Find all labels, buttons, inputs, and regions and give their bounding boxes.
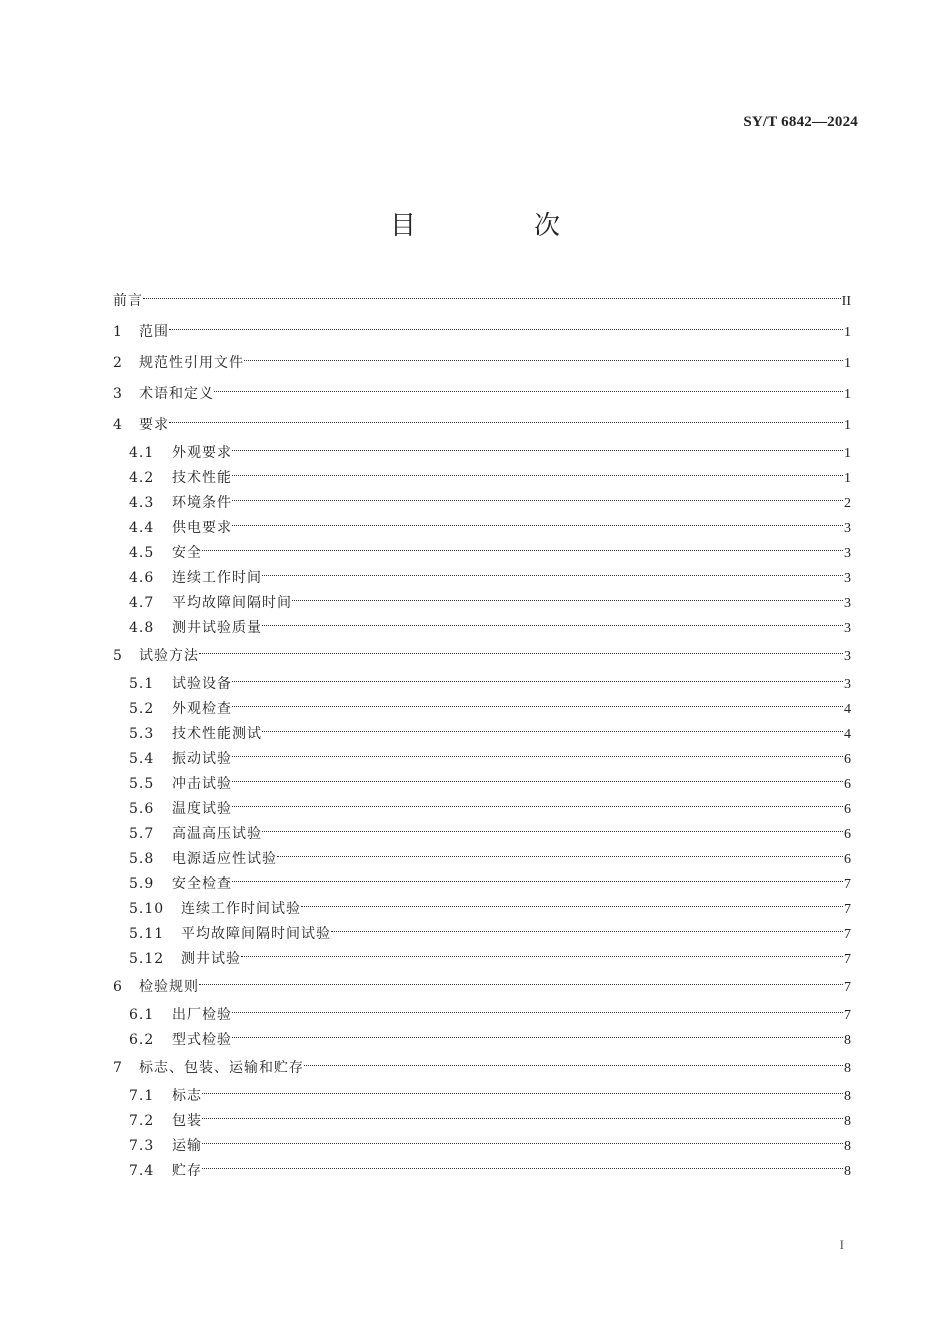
toc-entry-number: 4.2 [129, 470, 155, 486]
toc-entry[interactable] [113, 516, 851, 541]
toc-entry[interactable] [113, 1003, 851, 1028]
toc-entry-title: 测井试验 [181, 951, 241, 967]
toc-entry[interactable] [113, 897, 851, 922]
toc-entry[interactable] [113, 1084, 851, 1109]
page-number: I [839, 1237, 844, 1252]
dot-leader [232, 500, 843, 501]
dot-leader [277, 856, 843, 857]
toc-entry-title: 技术性能 [172, 470, 232, 486]
toc-entry[interactable] [113, 972, 851, 1003]
toc-entry-title: 环境条件 [172, 495, 232, 511]
dot-leader [331, 931, 843, 932]
toc-entry-page: 6 [844, 852, 851, 867]
toc-entry-number: 3 [113, 386, 122, 402]
toc-entry-number: 7.3 [129, 1138, 155, 1154]
toc-entry-page: 3 [844, 571, 851, 586]
toc-entry-page: 1 [844, 356, 851, 371]
dot-leader [169, 329, 843, 330]
toc-entry[interactable] [113, 772, 851, 797]
toc-entry-number: 5.2 [129, 701, 155, 717]
toc-entry-number: 5.11 [129, 926, 165, 942]
dot-leader [292, 600, 843, 601]
toc-entry-page: 8 [844, 1033, 851, 1048]
dot-leader [199, 653, 843, 654]
toc-entry[interactable] [113, 1109, 851, 1134]
toc-entry-page: 3 [844, 621, 851, 636]
dot-leader [202, 1093, 843, 1094]
toc-entry-title: 外观要求 [172, 445, 232, 461]
toc-entry-page: 8 [844, 1089, 851, 1104]
toc-entry-page: 3 [844, 521, 851, 536]
toc-entry[interactable] [113, 317, 851, 348]
toc-entry-number: 7.4 [129, 1163, 155, 1179]
toc-entry-title: 试验设备 [172, 676, 232, 692]
toc-entry-title: 范围 [139, 324, 169, 340]
toc-entry-number: 7.2 [129, 1113, 155, 1129]
dot-leader [232, 450, 843, 451]
page-title: 目 次 [389, 211, 606, 241]
toc-entry[interactable] [113, 466, 851, 491]
toc-entry[interactable] [113, 491, 851, 516]
toc-entry-title: 检验规则 [139, 979, 199, 995]
toc-entry[interactable] [113, 872, 851, 897]
dot-leader [304, 1065, 843, 1066]
toc-entry-number: 5.7 [129, 826, 155, 842]
toc-entry-title: 安全检查 [172, 876, 232, 892]
toc-entry-title: 外观检查 [172, 701, 232, 717]
toc-entry-page: 6 [844, 802, 851, 817]
toc-entry-page: 4 [844, 727, 851, 742]
toc-entry-number: 7.1 [129, 1088, 155, 1104]
toc-entry-title: 要求 [139, 417, 169, 433]
dot-leader [143, 298, 841, 299]
toc-entry-title: 前言 [113, 293, 143, 309]
toc-entry[interactable] [113, 616, 851, 641]
toc-entry-number: 4.4 [129, 520, 155, 536]
toc-entry-number: 4.1 [129, 445, 155, 461]
toc-entry[interactable] [113, 947, 851, 972]
toc-entry[interactable] [113, 1134, 851, 1159]
dot-leader [199, 984, 843, 985]
toc-entry-title: 连续工作时间试验 [181, 901, 301, 917]
toc-entry[interactable] [113, 591, 851, 616]
toc-entry-page: 1 [844, 325, 851, 340]
dot-leader [202, 1168, 843, 1169]
toc-entry-page: 6 [844, 752, 851, 767]
toc-entry[interactable] [113, 697, 851, 722]
toc-entry[interactable] [113, 672, 851, 697]
dot-leader [169, 422, 843, 423]
standard-code: SY/T 6842—2024 [743, 114, 858, 130]
toc-entry-number: 5 [113, 648, 122, 664]
dot-leader [202, 550, 843, 551]
toc-entry-page: 7 [844, 952, 851, 967]
toc-entry-page: 7 [844, 902, 851, 917]
dot-leader [262, 625, 843, 626]
toc-entry-number: 6.1 [129, 1007, 155, 1023]
toc-entry-title: 电源适应性试验 [172, 851, 277, 867]
toc-entry-title: 标志、包装、运输和贮存 [139, 1060, 304, 1076]
toc-entry-number: 1 [113, 324, 122, 340]
toc-entry-title: 平均故障间隔时间 [172, 595, 292, 611]
toc-entry[interactable] [113, 641, 851, 672]
toc-entry[interactable] [113, 722, 851, 747]
toc-entry-page: 6 [844, 777, 851, 792]
toc-entry[interactable] [113, 566, 851, 591]
toc-entry-page: 3 [844, 596, 851, 611]
toc-entry[interactable] [113, 822, 851, 847]
dot-leader [232, 1037, 843, 1038]
dot-leader [232, 475, 843, 476]
toc-entry-title: 温度试验 [172, 801, 232, 817]
dot-leader [232, 681, 843, 682]
dot-leader [202, 1143, 843, 1144]
toc-entry-number: 5.9 [129, 876, 155, 892]
toc-entry-page: 6 [844, 827, 851, 842]
toc-entry-number: 6.2 [129, 1032, 155, 1048]
toc-entry-title: 安全 [172, 545, 202, 561]
toc-entry-number: 4.5 [129, 545, 155, 561]
dot-leader [232, 881, 843, 882]
toc-entry-page: II [841, 294, 851, 309]
toc-entry-page: 3 [844, 677, 851, 692]
toc-entry[interactable] [113, 410, 851, 441]
toc-entry-page: 1 [844, 418, 851, 433]
toc-entry-number: 5.6 [129, 801, 155, 817]
toc-entry[interactable] [113, 847, 851, 872]
toc-entry-number: 4.8 [129, 620, 155, 636]
toc-entry-title: 术语和定义 [139, 386, 214, 402]
toc-entry-page: 8 [844, 1114, 851, 1129]
toc-entry-page: 8 [844, 1139, 851, 1154]
toc-entry[interactable] [113, 922, 851, 947]
toc-entry-number: 2 [113, 355, 122, 371]
toc-entry[interactable] [113, 286, 851, 317]
toc-entry[interactable] [113, 1028, 851, 1053]
toc-entry-page: 2 [844, 496, 851, 511]
toc-entry[interactable] [113, 1053, 851, 1084]
toc-entry-number: 4.6 [129, 570, 155, 586]
toc-entry-title: 平均故障间隔时间试验 [181, 926, 331, 942]
dot-leader [262, 575, 843, 576]
toc-entry-title: 技术性能测试 [172, 726, 262, 742]
toc-entry-title: 振动试验 [172, 751, 232, 767]
toc-entry-title: 试验方法 [139, 648, 199, 664]
toc-entry[interactable] [113, 441, 851, 466]
dot-leader [241, 956, 843, 957]
toc-entry-number: 5.1 [129, 676, 155, 692]
dot-leader [232, 806, 843, 807]
toc-entry[interactable] [113, 797, 851, 822]
dot-leader [232, 781, 843, 782]
toc-entry-title: 冲击试验 [172, 776, 232, 792]
toc-entry-title: 连续工作时间 [172, 570, 262, 586]
dot-leader [232, 525, 843, 526]
dot-leader [202, 1118, 843, 1119]
toc-entry-number: 5.5 [129, 776, 155, 792]
toc-entry-page: 7 [844, 877, 851, 892]
toc-entry[interactable] [113, 541, 851, 566]
table-of-contents [113, 286, 851, 1184]
toc-entry-number: 5.12 [129, 951, 165, 967]
toc-entry-number: 5.8 [129, 851, 155, 867]
toc-entry-number: 6 [113, 979, 122, 995]
toc-entry-page: 7 [844, 927, 851, 942]
dot-leader [301, 906, 843, 907]
toc-entry-number: 4.7 [129, 595, 155, 611]
toc-entry-title: 运输 [172, 1138, 202, 1154]
toc-entry-number: 5.3 [129, 726, 155, 742]
toc-entry-page: 1 [844, 446, 851, 461]
dot-leader [232, 706, 843, 707]
toc-entry-title: 贮存 [172, 1163, 202, 1179]
toc-entry-page: 3 [844, 546, 851, 561]
toc-entry[interactable] [113, 1159, 851, 1184]
toc-entry-page: 8 [844, 1061, 851, 1076]
toc-entry-title: 标志 [172, 1088, 202, 1104]
toc-entry-number: 5.10 [129, 901, 165, 917]
toc-entry[interactable] [113, 348, 851, 379]
dot-leader [244, 360, 843, 361]
toc-entry-number: 4.3 [129, 495, 155, 511]
toc-entry-title: 出厂检验 [172, 1007, 232, 1023]
toc-entry-number: 4 [113, 417, 122, 433]
toc-entry-title: 测井试验质量 [172, 620, 262, 636]
toc-entry-title: 包装 [172, 1113, 202, 1129]
dot-leader [232, 1012, 843, 1013]
toc-entry-page: 1 [844, 387, 851, 402]
dot-leader [262, 831, 843, 832]
toc-entry-page: 7 [844, 1008, 851, 1023]
toc-entry-page: 8 [844, 1164, 851, 1179]
toc-entry-title: 供电要求 [172, 520, 232, 536]
toc-entry-page: 7 [844, 980, 851, 995]
toc-entry-number: 5.4 [129, 751, 155, 767]
dot-leader [214, 391, 843, 392]
toc-entry-title: 高温高压试验 [172, 826, 262, 842]
toc-entry-page: 3 [844, 649, 851, 664]
toc-entry[interactable] [113, 747, 851, 772]
toc-entry-title: 型式检验 [172, 1032, 232, 1048]
toc-entry-number: 7 [113, 1060, 122, 1076]
dot-leader [232, 756, 843, 757]
toc-entry[interactable] [113, 379, 851, 410]
dot-leader [262, 731, 843, 732]
toc-entry-page: 4 [844, 702, 851, 717]
toc-entry-page: 1 [844, 471, 851, 486]
toc-entry-title: 规范性引用文件 [139, 355, 244, 371]
